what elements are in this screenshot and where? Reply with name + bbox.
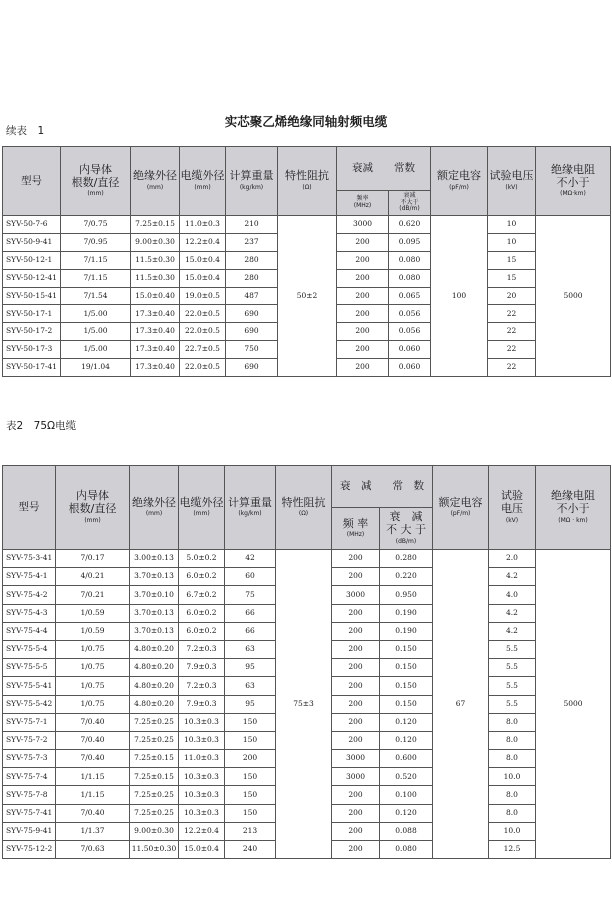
- table1-caption: 续表 1: [6, 125, 45, 137]
- cell-inner-conductor: 1/1.15: [56, 768, 130, 786]
- cell-cable-diameter: 5.0±0.2: [179, 550, 225, 568]
- cell-attenuation: 0.150: [380, 640, 433, 658]
- header-insulation-resistance: 绝缘电阻 不小于 (MΩ·km): [536, 147, 611, 216]
- cell-model: SYV-75-7-8: [3, 786, 56, 804]
- cell-attenuation: 0.088: [380, 822, 433, 840]
- cell-inner-conductor: 1/1.15: [56, 786, 130, 804]
- cell-inner-conductor: 4/0.21: [56, 568, 130, 586]
- cell-attenuation: 0.080: [380, 841, 433, 859]
- cell-insulation-diameter: 17.3±0.40: [131, 359, 180, 377]
- cell-attenuation: 0.095: [389, 233, 431, 251]
- header-impedance: 特性阻抗 (Ω): [278, 147, 337, 216]
- header-capacitance: 额定电容 (pF/m): [433, 466, 489, 550]
- cell-weight: 213: [225, 822, 276, 840]
- cell-frequency: 200: [332, 804, 380, 822]
- cell-weight: 63: [225, 677, 276, 695]
- header-weight: 计算重量 (kg/km): [226, 147, 278, 216]
- cell-inner-conductor: 1/0.75: [56, 677, 130, 695]
- cell-capacitance: 67: [433, 550, 489, 859]
- cell-weight: 150: [225, 804, 276, 822]
- cell-model: SYV-75-3-41: [3, 550, 56, 568]
- cell-insulation-diameter: 4.80±0.20: [130, 677, 179, 695]
- header-frequency: 频率 (MHz): [337, 191, 389, 216]
- cell-inner-conductor: 7/1.15: [61, 269, 131, 287]
- cell-attenuation: 0.056: [389, 305, 431, 323]
- cell-inner-conductor: 1/5.00: [61, 305, 131, 323]
- cell-insulation-diameter: 7.25±0.15: [130, 768, 179, 786]
- cell-test-voltage: 8.0: [489, 713, 536, 731]
- cell-insulation-diameter: 9.00±0.30: [131, 233, 180, 251]
- cell-model: SYV-75-7-3: [3, 750, 56, 768]
- header-attenuation-max: 衰减 不大于 (dB/m): [389, 191, 431, 216]
- cell-weight: 690: [226, 323, 278, 341]
- cell-insulation-diameter: 3.70±0.10: [130, 586, 179, 604]
- cell-frequency: 200: [337, 251, 389, 269]
- cell-attenuation: 0.150: [380, 659, 433, 677]
- cell-impedance: 75±3: [276, 550, 332, 859]
- cell-test-voltage: 5.5: [489, 659, 536, 677]
- cell-inner-conductor: 7/0.63: [56, 841, 130, 859]
- cell-cable-diameter: 6.7±0.2: [179, 586, 225, 604]
- cell-model: SYV-50-17-1: [3, 305, 61, 323]
- cell-frequency: 3000: [332, 768, 380, 786]
- cell-test-voltage: 10: [488, 216, 536, 234]
- cell-attenuation: 0.190: [380, 622, 433, 640]
- cell-frequency: 200: [332, 731, 380, 749]
- cell-weight: 487: [226, 287, 278, 305]
- header-frequency: 频 率 (MHz): [332, 508, 380, 550]
- cell-attenuation: 0.120: [380, 731, 433, 749]
- cell-attenuation: 0.120: [380, 804, 433, 822]
- header-weight: 计算重量 (kg/km): [225, 466, 276, 550]
- cell-weight: 150: [225, 786, 276, 804]
- cell-cable-diameter: 10.3±0.3: [179, 713, 225, 731]
- cell-weight: 750: [226, 341, 278, 359]
- header-cable-diameter: 电缆外径 (mm): [179, 466, 225, 550]
- cell-cable-diameter: 6.0±0.2: [179, 604, 225, 622]
- cell-frequency: 3000: [337, 216, 389, 234]
- cell-weight: 200: [225, 750, 276, 768]
- cell-inner-conductor: 7/0.40: [56, 804, 130, 822]
- header-attenuation: 衰 减 常 数: [332, 466, 433, 508]
- cell-frequency: 200: [332, 550, 380, 568]
- cell-weight: 237: [226, 233, 278, 251]
- header-cable-diameter: 电缆外径 (mm): [180, 147, 226, 216]
- header-impedance: 特性阻抗 (Ω): [276, 466, 332, 550]
- cell-cable-diameter: 10.3±0.3: [179, 768, 225, 786]
- cell-test-voltage: 5.5: [489, 677, 536, 695]
- cell-model: SYV-50-7-6: [3, 216, 61, 234]
- cell-attenuation: 0.080: [389, 251, 431, 269]
- header-attenuation: 衰减 常数: [337, 147, 431, 191]
- cell-weight: 240: [225, 841, 276, 859]
- cell-attenuation: 0.060: [389, 341, 431, 359]
- cell-attenuation: 0.280: [380, 550, 433, 568]
- cell-impedance: 50±2: [278, 216, 337, 377]
- cell-inner-conductor: 7/0.40: [56, 713, 130, 731]
- cell-inner-conductor: 1/0.59: [56, 622, 130, 640]
- cell-test-voltage: 10: [488, 233, 536, 251]
- cell-test-voltage: 10.0: [489, 822, 536, 840]
- cell-test-voltage: 4.2: [489, 622, 536, 640]
- cell-frequency: 200: [332, 568, 380, 586]
- cell-inner-conductor: 1/1.37: [56, 822, 130, 840]
- cell-attenuation: 0.150: [380, 695, 433, 713]
- cell-insulation-resistance: 5000: [536, 216, 611, 377]
- cell-model: SYV-75-5-42: [3, 695, 56, 713]
- cell-insulation-diameter: 11.5±0.30: [131, 269, 180, 287]
- header-insulation-resistance: 绝缘电阻 不小于 (MΩ · km): [536, 466, 611, 550]
- cell-test-voltage: 15: [488, 269, 536, 287]
- cell-test-voltage: 20: [488, 287, 536, 305]
- cell-insulation-diameter: 7.25±0.15: [131, 216, 180, 234]
- table-row: [3, 550, 611, 568]
- header-model: 型号: [3, 466, 56, 550]
- cell-inner-conductor: 1/0.59: [56, 604, 130, 622]
- cell-insulation-diameter: 3.70±0.13: [130, 622, 179, 640]
- cell-insulation-diameter: 4.80±0.20: [130, 695, 179, 713]
- cell-insulation-diameter: 17.3±0.40: [131, 323, 180, 341]
- cell-model: SYV-75-7-1: [3, 713, 56, 731]
- cell-frequency: 200: [332, 786, 380, 804]
- cell-insulation-diameter: 4.80±0.20: [130, 659, 179, 677]
- cell-cable-diameter: 6.0±0.2: [179, 568, 225, 586]
- header-test-voltage: 试验 电压 (kV): [489, 466, 536, 550]
- header-inner-conductor: 内导体 根数/直径 (mm): [61, 147, 131, 216]
- cell-test-voltage: 4.2: [489, 568, 536, 586]
- cell-frequency: 3000: [332, 750, 380, 768]
- cell-attenuation: 0.190: [380, 604, 433, 622]
- cell-attenuation: 0.520: [380, 768, 433, 786]
- header-test-voltage: 试验电压 (kV): [488, 147, 536, 216]
- header-capacitance: 额定电容 (pF/m): [431, 147, 488, 216]
- cell-test-voltage: 10.0: [489, 768, 536, 786]
- cell-model: SYV-50-17-2: [3, 323, 61, 341]
- cell-cable-diameter: 22.0±0.5: [180, 305, 226, 323]
- cell-inner-conductor: 19/1.04: [61, 359, 131, 377]
- cell-insulation-diameter: 17.3±0.40: [131, 305, 180, 323]
- cell-weight: 75: [225, 586, 276, 604]
- cell-weight: 690: [226, 305, 278, 323]
- cell-model: SYV-50-12-41: [3, 269, 61, 287]
- cell-weight: 210: [226, 216, 278, 234]
- cell-insulation-diameter: 3.70±0.13: [130, 604, 179, 622]
- cell-insulation-diameter: 11.50±0.30: [130, 841, 179, 859]
- cell-cable-diameter: 22.7±0.5: [180, 341, 226, 359]
- cell-frequency: 3000: [332, 586, 380, 604]
- cell-attenuation: 0.056: [389, 323, 431, 341]
- cell-frequency: 200: [332, 640, 380, 658]
- cell-test-voltage: 2.0: [489, 550, 536, 568]
- cell-inner-conductor: 7/0.40: [56, 731, 130, 749]
- cell-test-voltage: 22: [488, 341, 536, 359]
- cell-test-voltage: 5.5: [489, 695, 536, 713]
- cell-model: SYV-75-4-2: [3, 586, 56, 604]
- cell-cable-diameter: 15.0±0.4: [180, 251, 226, 269]
- cell-model: SYV-75-9-41: [3, 822, 56, 840]
- cell-frequency: 200: [332, 677, 380, 695]
- cell-model: SYV-75-7-2: [3, 731, 56, 749]
- cell-inner-conductor: 7/0.21: [56, 586, 130, 604]
- header-insulation-diameter: 绝缘外径 (mm): [131, 147, 180, 216]
- cell-inner-conductor: 1/5.00: [61, 341, 131, 359]
- header-insulation-diameter: 绝缘外径 (mm): [130, 466, 179, 550]
- cell-cable-diameter: 15.0±0.4: [180, 269, 226, 287]
- cell-weight: 66: [225, 604, 276, 622]
- cell-test-voltage: 8.0: [489, 804, 536, 822]
- cell-attenuation: 0.100: [380, 786, 433, 804]
- cell-weight: 66: [225, 622, 276, 640]
- cell-inner-conductor: 1/5.00: [61, 323, 131, 341]
- cell-insulation-diameter: 7.25±0.25: [130, 713, 179, 731]
- cell-test-voltage: 4.0: [489, 586, 536, 604]
- cell-inner-conductor: 7/0.17: [56, 550, 130, 568]
- cell-test-voltage: 8.0: [489, 750, 536, 768]
- cell-weight: 150: [225, 731, 276, 749]
- cell-frequency: 200: [337, 323, 389, 341]
- cell-insulation-diameter: 9.00±0.30: [130, 822, 179, 840]
- cell-frequency: 200: [332, 841, 380, 859]
- cell-insulation-diameter: 7.25±0.15: [130, 750, 179, 768]
- cell-attenuation: 0.065: [389, 287, 431, 305]
- page-title: 实芯聚乙烯绝缘同轴射频电缆: [224, 114, 388, 129]
- cell-model: SYV-75-7-41: [3, 804, 56, 822]
- cell-attenuation: 0.080: [389, 269, 431, 287]
- cell-capacitance: 100: [431, 216, 488, 377]
- cell-cable-diameter: 22.0±0.5: [180, 323, 226, 341]
- cell-insulation-resistance: 5000: [536, 550, 611, 859]
- header-inner-conductor: 内导体 根数/直径 (mm): [56, 466, 130, 550]
- cell-insulation-diameter: 3.70±0.13: [130, 568, 179, 586]
- cell-frequency: 200: [332, 659, 380, 677]
- cell-frequency: 200: [332, 622, 380, 640]
- cell-cable-diameter: 6.0±0.2: [179, 622, 225, 640]
- cell-inner-conductor: 7/0.95: [61, 233, 131, 251]
- cell-insulation-diameter: 4.80±0.20: [130, 640, 179, 658]
- cell-weight: 95: [225, 659, 276, 677]
- cell-weight: 63: [225, 640, 276, 658]
- cell-test-voltage: 8.0: [489, 731, 536, 749]
- cell-model: SYV-50-17-3: [3, 341, 61, 359]
- cell-model: SYV-50-17-41: [3, 359, 61, 377]
- cell-cable-diameter: 7.2±0.3: [179, 677, 225, 695]
- cell-cable-diameter: 7.9±0.3: [179, 659, 225, 677]
- cell-test-voltage: 22: [488, 359, 536, 377]
- cell-model: SYV-75-7-4: [3, 768, 56, 786]
- cell-cable-diameter: 10.3±0.3: [179, 804, 225, 822]
- cell-frequency: 200: [337, 359, 389, 377]
- cell-cable-diameter: 12.2±0.4: [179, 822, 225, 840]
- table1: [2, 146, 611, 377]
- cell-weight: 95: [225, 695, 276, 713]
- cell-inner-conductor: 7/0.40: [56, 750, 130, 768]
- cell-weight: 42: [225, 550, 276, 568]
- cell-inner-conductor: 7/1.15: [61, 251, 131, 269]
- cell-frequency: 200: [337, 233, 389, 251]
- cell-frequency: 200: [332, 822, 380, 840]
- cell-model: SYV-50-15-41: [3, 287, 61, 305]
- cell-weight: 150: [225, 713, 276, 731]
- cell-weight: 60: [225, 568, 276, 586]
- cell-cable-diameter: 11.0±0.3: [180, 216, 226, 234]
- cell-attenuation: 0.150: [380, 677, 433, 695]
- cell-model: SYV-75-12-2: [3, 841, 56, 859]
- cell-inner-conductor: 7/0.75: [61, 216, 131, 234]
- cell-test-voltage: 15: [488, 251, 536, 269]
- cell-cable-diameter: 19.0±0.5: [180, 287, 226, 305]
- cell-test-voltage: 22: [488, 305, 536, 323]
- cell-insulation-diameter: 7.25±0.25: [130, 786, 179, 804]
- cell-inner-conductor: 1/0.75: [56, 640, 130, 658]
- cell-test-voltage: 5.5: [489, 640, 536, 658]
- cell-insulation-diameter: 7.25±0.25: [130, 731, 179, 749]
- cell-attenuation: 0.620: [389, 216, 431, 234]
- cell-inner-conductor: 1/0.75: [56, 659, 130, 677]
- cell-frequency: 200: [332, 695, 380, 713]
- cell-attenuation: 0.950: [380, 586, 433, 604]
- cell-cable-diameter: 22.0±0.5: [180, 359, 226, 377]
- cell-model: SYV-50-12-1: [3, 251, 61, 269]
- cell-cable-diameter: 12.2±0.4: [180, 233, 226, 251]
- cell-attenuation: 0.220: [380, 568, 433, 586]
- cell-model: SYV-75-4-1: [3, 568, 56, 586]
- cell-cable-diameter: 15.0±0.4: [179, 841, 225, 859]
- cell-attenuation: 0.120: [380, 713, 433, 731]
- cell-inner-conductor: 1/0.75: [56, 695, 130, 713]
- cell-weight: 690: [226, 359, 278, 377]
- header-attenuation-max: 衰 减 不 大 于 (dB/m): [380, 508, 433, 550]
- cell-attenuation: 0.600: [380, 750, 433, 768]
- cell-cable-diameter: 7.9±0.3: [179, 695, 225, 713]
- cell-frequency: 200: [332, 713, 380, 731]
- cell-frequency: 200: [337, 341, 389, 359]
- cell-test-voltage: 8.0: [489, 786, 536, 804]
- cell-test-voltage: 22: [488, 323, 536, 341]
- cell-insulation-diameter: 3.00±0.13: [130, 550, 179, 568]
- cell-insulation-diameter: 7.25±0.25: [130, 804, 179, 822]
- table-row: [3, 216, 611, 234]
- table2: [2, 465, 611, 859]
- table2-caption: 表2 75Ω电缆: [6, 420, 77, 432]
- cell-insulation-diameter: 11.5±0.30: [131, 251, 180, 269]
- cell-cable-diameter: 10.3±0.3: [179, 786, 225, 804]
- cell-frequency: 200: [337, 287, 389, 305]
- cell-weight: 150: [225, 768, 276, 786]
- cell-insulation-diameter: 15.0±0.40: [131, 287, 180, 305]
- cell-cable-diameter: 7.2±0.3: [179, 640, 225, 658]
- cell-model: SYV-50-9-41: [3, 233, 61, 251]
- cell-model: SYV-75-4-4: [3, 622, 56, 640]
- cell-test-voltage: 4.2: [489, 604, 536, 622]
- cell-frequency: 200: [337, 305, 389, 323]
- cell-cable-diameter: 10.3±0.3: [179, 731, 225, 749]
- cell-frequency: 200: [332, 604, 380, 622]
- cell-model: SYV-75-5-4: [3, 640, 56, 658]
- cell-test-voltage: 12.5: [489, 841, 536, 859]
- cell-model: SYV-75-5-5: [3, 659, 56, 677]
- cell-insulation-diameter: 17.3±0.40: [131, 341, 180, 359]
- cell-model: SYV-75-4-3: [3, 604, 56, 622]
- cell-weight: 280: [226, 251, 278, 269]
- cell-weight: 280: [226, 269, 278, 287]
- cell-attenuation: 0.060: [389, 359, 431, 377]
- cell-frequency: 200: [337, 269, 389, 287]
- header-model: 型号: [3, 147, 61, 216]
- cell-inner-conductor: 7/1.54: [61, 287, 131, 305]
- cell-cable-diameter: 11.0±0.3: [179, 750, 225, 768]
- cell-model: SYV-75-5-41: [3, 677, 56, 695]
